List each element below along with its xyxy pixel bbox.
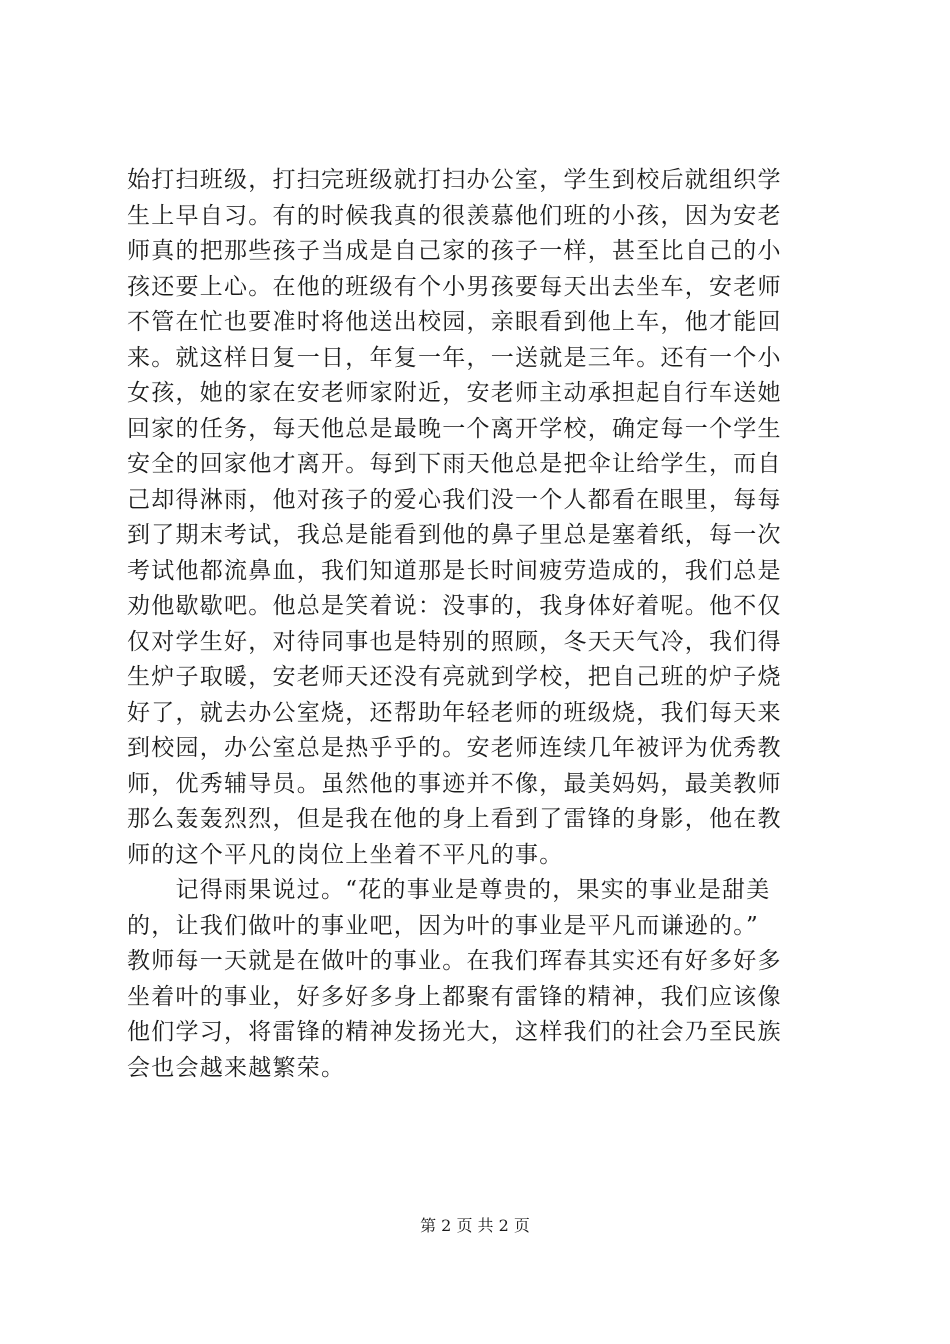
text-line: 师真的把那些孩子当成是自己家的孩子一样，甚至比自己的小: [127, 238, 782, 264]
text-line: 到了期末考试，我总是能看到他的鼻子里总是塞着纸，每一次: [127, 522, 782, 548]
text-line: 仅对学生好，对待同事也是特别的照顾，冬天天气冷，我们得: [127, 628, 782, 655]
text-line: 考试他都流鼻血，我们知道那是长时间疲劳造成的，我们总是: [127, 557, 782, 584]
text-line: 他们学习，将雷锋的精神发扬光大，这样我们的社会乃至民族: [127, 1019, 782, 1045]
text-line: 回家的任务，每天他总是最晚一个离开学校，确定每一个学生: [127, 415, 782, 442]
text-line: 坐着叶的事业，好多好多身上都聚有雷锋的精神，我们应该像: [127, 983, 782, 1010]
text-line: 教师每一天就是在做叶的事业。在我们珲春其实还有好多好多: [127, 948, 782, 974]
text-line: 安全的回家他才离开。每到下雨天他总是把伞让给学生，而自: [127, 451, 782, 477]
text-line: 孩还要上心。在他的班级有个小男孩要每天出去坐车，安老师: [127, 273, 782, 300]
text-line: 来。就这样日复一日，年复一年，一送就是三年。还有一个小: [127, 344, 782, 371]
text-line: 会也会越来越繁荣。: [127, 1054, 346, 1081]
text-line: 师的这个平凡的岗位上坐着不平凡的事。: [127, 841, 564, 868]
paragraph-1: [127, 163, 827, 873]
text-line: 那么轰轰烈烈，但是我在他的身上看到了雷锋的身影，他在教: [127, 806, 782, 832]
text-line: 劝他歇歇吧。他总是笑着说：没事的，我身体好着呢。他不仅: [127, 593, 782, 619]
text-line: 生炉子取暖，安老师天还没有亮就到学校，把自己班的炉子烧: [127, 664, 782, 690]
paragraph-2: [127, 873, 827, 1086]
page-number: 第 2 页 共 2 页: [420, 1216, 530, 1235]
text-line: 师，优秀辅导员。虽然他的事迹并不像，最美妈妈，最美教师: [127, 770, 782, 797]
text-line: 生上早自习。有的时候我真的很羡慕他们班的小孩，因为安老: [127, 202, 782, 229]
text-line: 的，让我们做叶的事业吧，因为叶的事业是平凡而谦逊的。”: [127, 912, 760, 939]
text-line: 好了，就去办公室烧，还帮助年轻老师的班级烧，我们每天来: [127, 699, 782, 726]
text-line: 始打扫班级，打扫完班级就打扫办公室，学生到校后就组织学: [127, 167, 782, 193]
body-text: [127, 163, 827, 1086]
text-line: 己却得淋雨，他对孩子的爱心我们没一个人都看在眼里，每每: [127, 486, 782, 513]
page-footer: [0, 1216, 950, 1236]
text-line: 女孩，她的家在安老师家附近，安老师主动承担起自行车送她: [127, 380, 782, 406]
text-line: 记得雨果说过。“花的事业是尊贵的，果实的事业是甜美: [127, 877, 771, 903]
text-line: 到校园，办公室总是热乎乎的。安老师连续几年被评为优秀教: [127, 735, 782, 761]
text-line: 不管在忙也要准时将他送出校园，亲眼看到他上车，他才能回: [127, 309, 782, 335]
